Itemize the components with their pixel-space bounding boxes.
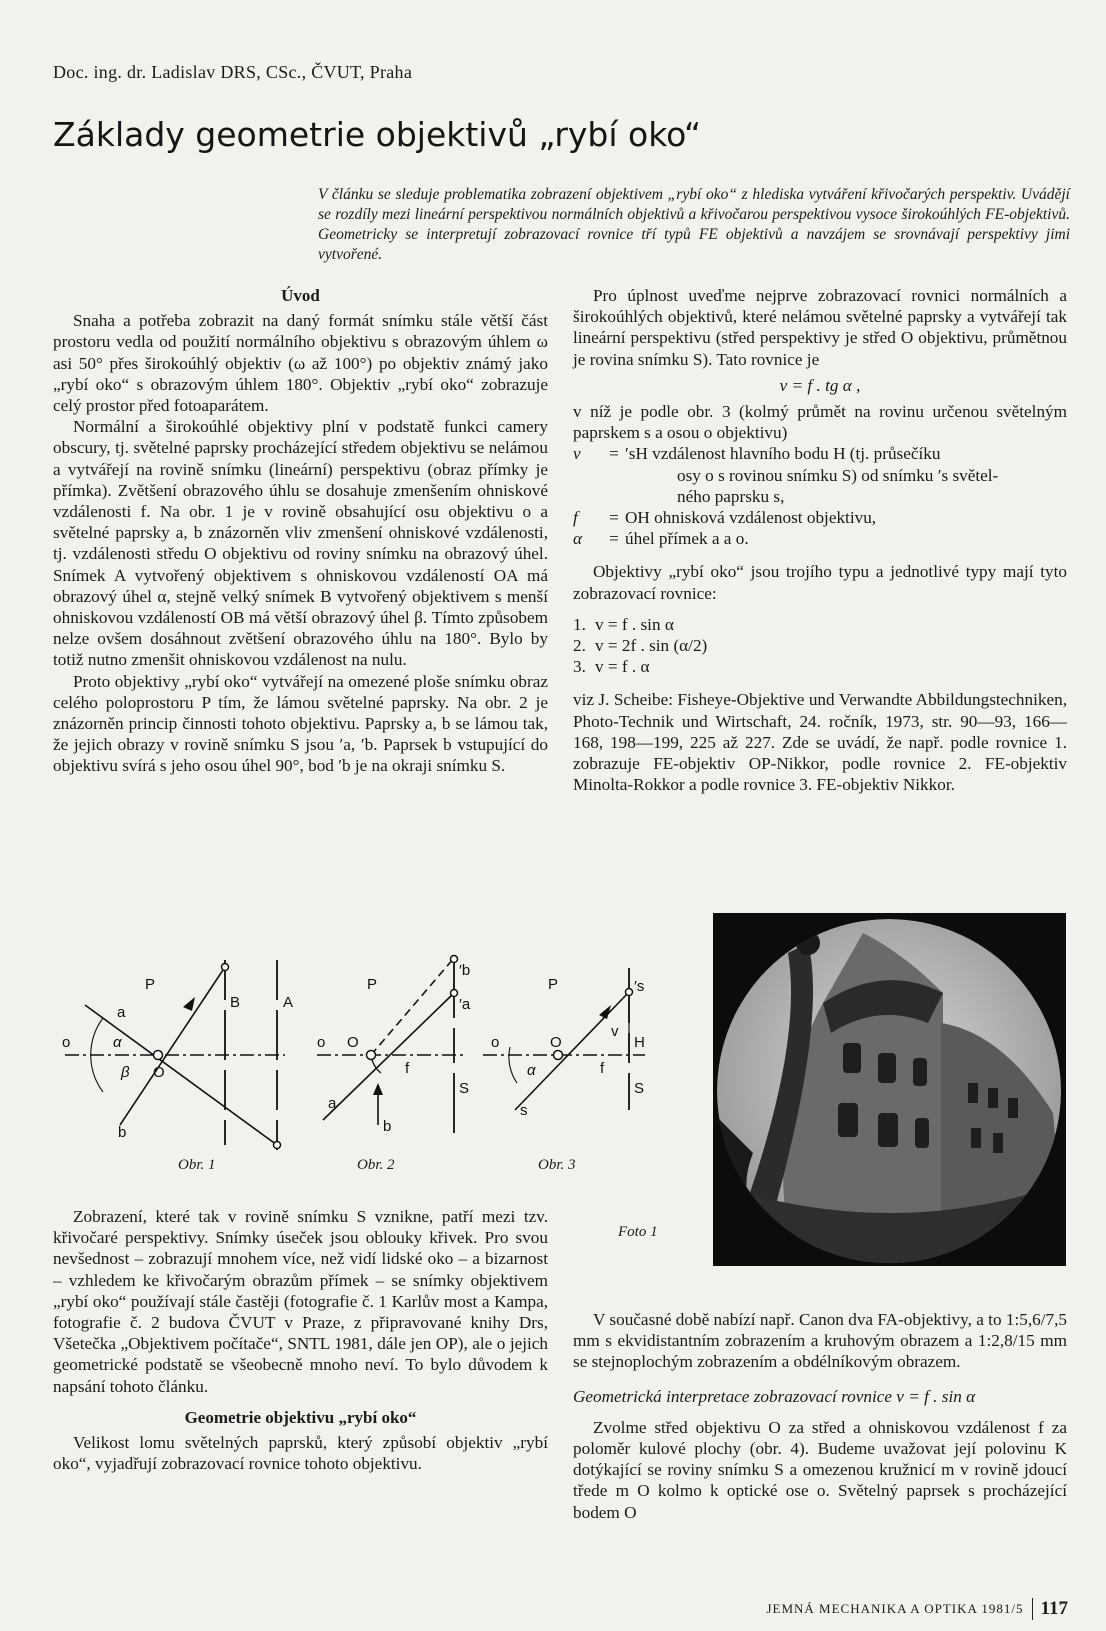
paragraph: Proto objektivy „rybí oko“ vytvářejí na omezené ploše snímku obraz celého poloprostoru P tím, že lámou světelné paprsky. Na obr. 2 je znázorněn princip činnosti tohoto objektivu. Paprsky a, b se lámou tak, že jejich obrazy v rovině snímku S jsou ′a, ′b. Paprsek b vstupující do objektivu svírá s jeho osou úhel 90°, bod ′b je na okraji snímku S.	[53, 671, 548, 776]
point-marker	[451, 990, 458, 997]
photo-caption: Foto 1	[618, 1224, 658, 1240]
section-heading-interpretace: Geometrická interpretace zobrazovací rovnice v = f . sin α	[573, 1386, 976, 1406]
def-equals	[603, 465, 625, 486]
def-symbol	[573, 465, 603, 486]
def-symbol: α	[573, 529, 583, 549]
angle-arc	[509, 1047, 517, 1083]
fig-label: ′s	[634, 978, 645, 995]
fig-label: α	[527, 1062, 536, 1079]
fig-label: b	[383, 1118, 392, 1135]
figure-caption-3: Obr. 3	[538, 1157, 576, 1173]
abstract: V článku se sleduje problematika zobrazení objektivem „rybí oko“ z hlediska vytváření křivočarých perspektiv. Uvádějí se rozdíly mezi lineární perspektivou normálních objektivů a křivočarou perspektivou vysoce širokoúhlých FE-objektivů. Geometricky se interpretují zobrazovací rovnice tří typů FE objektivů a navzájem se srovnávají perspektivy jimi vytvořené.	[318, 186, 1070, 263]
figures-diagram	[55, 955, 645, 1180]
fig-label: ′a	[459, 996, 471, 1013]
point-marker	[626, 989, 633, 996]
paragraph: Zobrazení, které tak v rovině snímku S vznikne, patří mezi tzv. křivočaré perspektivy. Snímky úseček jsou oblouky křivek. Pro svou nevšednost – zobrazují mnohem více, než vidí lidské oko – a bizarnost – vzhledem ke křivočarým obrazům přímek – se snímky objektivem „rybí oko“ používají stále častěji (fotografie č. 1 Karlův most a Kampa, fotografie č. 2 budova ČVUT v Praze, z připravované knihy Drs, Všetečka „Objektivem počítače“, SNTL 1981, dále jen OP), ale o jejich geometrické podstatě se všeobecně mnoho neví. To bylo důvodem k napsání tohoto článku.	[53, 1207, 548, 1396]
fig-label: f	[600, 1060, 605, 1077]
lens-center	[367, 1051, 376, 1060]
paragraph: Normální a širokoúhlé objektivy plní v podstatě funkci camery obscury, tj. světelné paprsky procházející středem objektivu se nelámou a vytvářejí na rovině snímku (lineární) perspektivu (obraz přímky je přímka). Zvětšení obrazového úhlu se dosahuje zmenšením ohniskové vzdálenosti f. Na obr. 1 je v rovině obsahující osu objektivu o a světelné paprsky a, b znázorněn vliv zmenšení ohniskové vzdálenosti, tj. vzdálenosti středu O objektivu od roviny snímku na obrazový úhel. Snímek A vytvořený objektivem s ohniskovou vzdáleností OA má obrazový úhel α, stejně velký snímek B vytvořený objektivem s menší ohniskovou vzdáleností OB má větší obrazový úhel β. Tímto způsobem nelze ovšem dosáhnout zvětšení obrazového úhlu na 180°. Bylo by totiž nutno zmenšit ohniskovou vzdálenost na nulu.	[53, 417, 548, 670]
author-line: Doc. ing. dr. Ladislav DRS, CSc., ČVUT, Praha	[53, 62, 413, 82]
fig-label: O	[347, 1034, 359, 1051]
arrowhead	[183, 997, 195, 1011]
def-text: ′sH vzdálenost hlavního bodu H (tj. průsečíku	[625, 444, 941, 464]
paragraph: Snaha a potřeba zobrazit na daný formát snímku stále větší část prostoru vedla od použití normálního objektivu s obrazovým úhlem ω asi 50° přes širokoúhlý objektiv (ω až 100°) po objektiv známý jako „rybí oko“ s obrazovým úhlem 180°. Objektiv „rybí oko“ zobrazuje celý prostor před fotoaparátem.	[53, 311, 548, 416]
paragraph: Velikost lomu světelných paprsků, který způsobí objektiv „rybí oko“, vyjadřují zobrazovací rovnice tohoto objektivu.	[53, 1433, 548, 1474]
ray-a	[85, 1005, 277, 1145]
equation-text: v = 2f . sin (α/2)	[595, 636, 708, 656]
page-number: 117	[1032, 1598, 1068, 1620]
paragraph: Pro úplnost uveďme nejprve zobrazovací rovnici normálních a širokoúhlých objektivů, které nelámou světelné paprsky a vytvářejí tak lineární perspektivu (střed perspektivy je střed O objektivu, průmětnou je rovina snímku S). Tato rovnice je	[573, 286, 1067, 369]
def-text: osy o s rovinou snímku S) od snímku ′s světel-	[677, 465, 999, 485]
fig-label: v	[611, 1023, 619, 1040]
section-heading-geometrie: Geometrie objektivu „rybí oko“	[184, 1407, 417, 1427]
equation-text: v = f . sin α	[595, 614, 674, 634]
point-marker	[222, 964, 229, 971]
equation-number: 3.	[573, 657, 586, 677]
fig-label: f	[405, 1060, 410, 1077]
optics-diagrams	[55, 955, 645, 1155]
fig-label: B	[230, 994, 241, 1011]
figure-2	[317, 956, 471, 1136]
ray-a	[323, 993, 454, 1120]
fig-label: a	[117, 1004, 126, 1021]
definition-row	[573, 528, 1067, 549]
def-equals: =	[609, 444, 619, 464]
equation-row	[573, 635, 1067, 656]
left-column-top	[53, 285, 548, 777]
paragraph: v níž je podle obr. 3 (kolmý průmět na rovinu určenou světelným paprskem s a osou o objektivu)	[573, 402, 1067, 443]
point-marker	[274, 1142, 281, 1149]
equation-list	[573, 614, 1067, 678]
right-column-bottom	[573, 1309, 1067, 1523]
fig-label: o	[491, 1034, 500, 1051]
fig-label: b	[118, 1124, 127, 1141]
fig-label: P	[367, 976, 378, 993]
def-equals	[603, 486, 625, 507]
fig-label: s	[520, 1102, 528, 1119]
equation-tangent: v = f . tg α ,	[779, 375, 861, 395]
ray-b	[120, 967, 225, 1125]
definition-row	[573, 443, 1067, 464]
fig-label: H	[634, 1034, 645, 1051]
equation-row	[573, 614, 1067, 635]
lens-center	[154, 1051, 163, 1060]
fig-label: S	[634, 1080, 645, 1097]
lens-center	[554, 1051, 563, 1060]
definition-list	[573, 443, 1067, 549]
fig-label: o	[62, 1034, 71, 1051]
fig-label: o	[317, 1034, 326, 1051]
paragraph: Zvolme střed objektivu O za střed a ohniskovou vzdálenost f za poloměr kulové plochy (obr. 4). Budeme uvažovat její polovinu K dotýkající se roviny snímku S a omezenou kružnicí m v rovině jdoucí třede m O kolmo k optické ose o. Světelný paprsek s procházející bodem O	[573, 1417, 1067, 1522]
def-equals: =	[609, 508, 619, 528]
figure-caption-2: Obr. 2	[357, 1157, 395, 1173]
arrowhead	[373, 1083, 383, 1095]
fig-label: a	[328, 1095, 337, 1112]
def-symbol: v	[573, 444, 581, 464]
equation-number: 2.	[573, 636, 586, 656]
fig-label: O	[550, 1034, 562, 1051]
definition-row	[573, 465, 1067, 486]
equation-text: v = f . α	[595, 657, 650, 677]
page-footer	[766, 1598, 1068, 1620]
left-column-bottom	[53, 1206, 548, 1474]
fig-label: ′b	[459, 962, 471, 979]
fig-label: β	[121, 1064, 130, 1081]
fisheye-photo	[713, 913, 1066, 1266]
fisheye-photo-illustration	[713, 913, 1066, 1266]
def-symbol: f	[573, 508, 578, 528]
fig-label: O	[153, 1064, 165, 1081]
paragraph: Objektivy „rybí oko“ jsou trojího typu a jednotlivé typy mají tyto zobrazovací rovnice:	[573, 562, 1067, 603]
journal-name: JEMNÁ MECHANIKA A OPTIKA 1981/5	[766, 1601, 1024, 1616]
paragraph: viz J. Scheibe: Fisheye-Objektive und Verwandte Abbildungstechniken, Photo-Technik und Wirtschaft, 24. ročník, 1973, str. 90—93, 166—168, 198—199, 225 až 227. Zde se uvádí, že např. podle rovnice 1. zobrazuje FE-objektiv OP-Nikkor, podle rovnice 2. FE-objektiv Minolta-Rokkor a podle rovnice 3. FE-objektiv Nikkor.	[573, 690, 1067, 795]
def-symbol	[573, 486, 603, 507]
definition-row	[573, 486, 1067, 507]
point-marker	[451, 956, 458, 963]
fig-label: S	[459, 1080, 470, 1097]
section-heading-uvod: Úvod	[281, 286, 320, 305]
def-text: úhel přímek a a o.	[625, 529, 749, 549]
definition-row	[573, 507, 1067, 528]
def-text: ného paprsku s,	[677, 486, 785, 506]
ray-s	[515, 992, 629, 1110]
equation-number: 1.	[573, 614, 586, 634]
fig-label: P	[548, 976, 559, 993]
article-title: Základy geometrie objektivů „rybí oko“	[53, 115, 702, 154]
figure-1	[62, 960, 293, 1150]
equation-row	[573, 656, 1067, 677]
fig-label: α	[113, 1034, 122, 1051]
def-text: OH ohnisková vzdálenost objektivu,	[625, 508, 877, 528]
paragraph: V současné době nabízí např. Canon dva FA-objektivy, a to 1:5,6/7,5 mm s ekvidistantním zobrazením a kruhovým obrazem a 1:2,8/15 mm se stejnoplochým zobrazením a obdélníkovým obrazem.	[573, 1310, 1067, 1372]
fig-label: A	[283, 994, 294, 1011]
fig-label: P	[145, 976, 156, 993]
ray-b-refracted	[371, 958, 454, 1055]
right-column-top	[573, 285, 1067, 795]
def-equals: =	[609, 529, 619, 549]
figure-caption-1: Obr. 1	[178, 1157, 216, 1173]
figure-3	[483, 968, 645, 1119]
